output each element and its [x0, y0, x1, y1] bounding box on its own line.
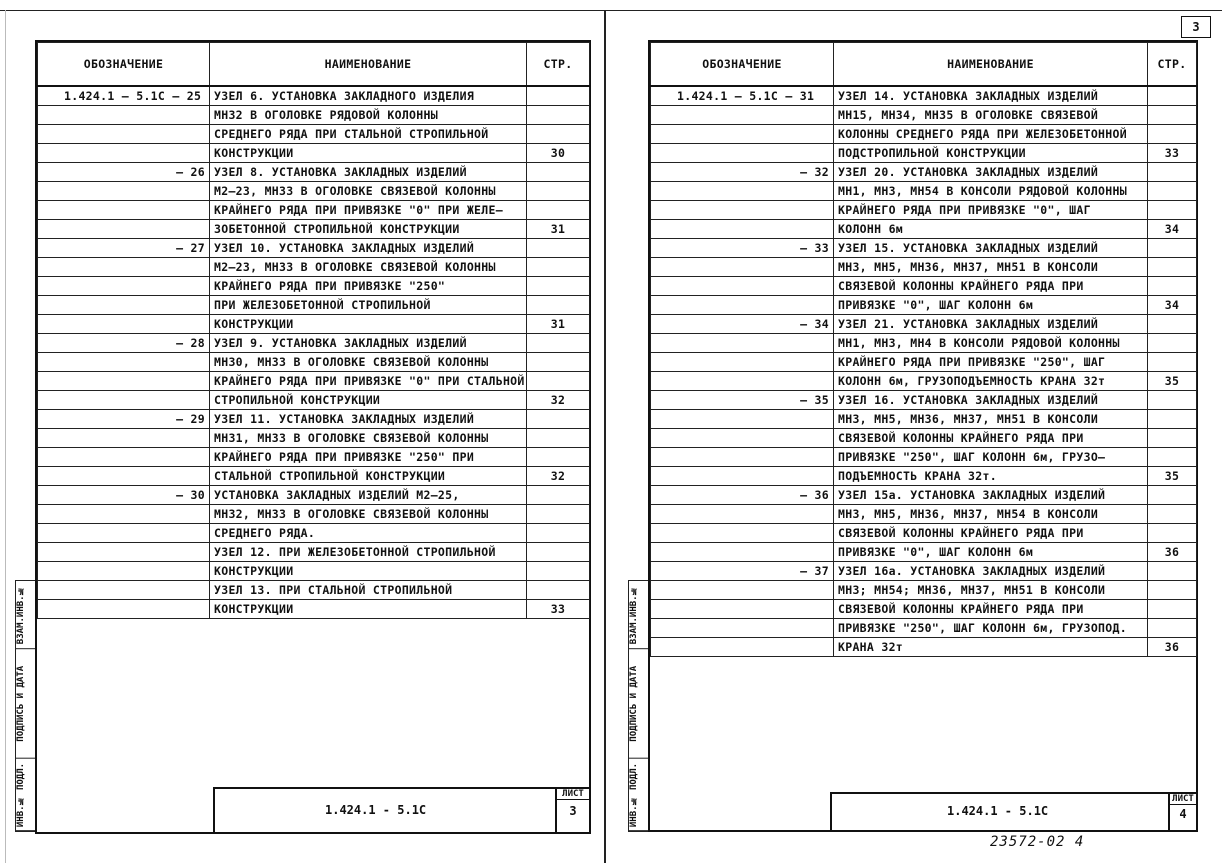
- stamp-cell: ПОДПИСЬ И ДАТА: [16, 649, 35, 759]
- designation-cell: [38, 277, 210, 296]
- page-cell: [527, 581, 590, 600]
- stamp-cell: ВЗАМ.ИНВ.№: [16, 581, 35, 649]
- page-cell: [1148, 505, 1197, 524]
- table-row: [651, 315, 1197, 334]
- name-cell: КОЛОНН 6м, ГРУЗОПОДЪЕМНОСТЬ КРАНА 32т: [834, 372, 1148, 391]
- designation-cell: [651, 201, 834, 220]
- title-block-code: 1.424.1 - 5.1С: [947, 804, 1049, 818]
- stamp-cell: ПОДПИСЬ И ДАТА: [629, 649, 648, 759]
- designation-cell: [651, 429, 834, 448]
- page-cell: 31: [527, 315, 590, 334]
- designation-cell: [38, 106, 210, 125]
- left-margin-line: [5, 10, 6, 863]
- designation-cell: – 34: [651, 315, 834, 334]
- page-cell: [527, 372, 590, 391]
- table-row: [38, 163, 590, 182]
- page-cell: 32: [527, 467, 590, 486]
- table-row: [651, 505, 1197, 524]
- page-cell: 36: [1148, 638, 1197, 657]
- table-row: [38, 353, 590, 372]
- designation-cell: [651, 182, 834, 201]
- name-cell: МН15, МН34, МН35 В ОГОЛОВКЕ СВЯЗЕВОЙ: [834, 106, 1148, 125]
- designation-cell: [38, 258, 210, 277]
- page-cell: [1148, 600, 1197, 619]
- name-cell: СРЕДНЕГО РЯДА ПРИ СТАЛЬНОЙ СТРОПИЛЬНОЙ: [210, 125, 527, 144]
- page-cell: [1148, 182, 1197, 201]
- sheet-number: 4: [1179, 807, 1187, 821]
- designation-cell: [651, 619, 834, 638]
- table-row: [651, 163, 1197, 182]
- page-cell: [527, 239, 590, 258]
- designation-cell: [38, 524, 210, 543]
- designation-cell: [651, 638, 834, 657]
- designation-cell: – 32: [651, 163, 834, 182]
- page-cell: [527, 486, 590, 505]
- designation-cell: [38, 467, 210, 486]
- table-row: [38, 106, 590, 125]
- designation-cell: [38, 448, 210, 467]
- table-row: [38, 125, 590, 144]
- name-cell: КРАЙНЕГО РЯДА ПРИ ПРИВЯЗКЕ "0" ПРИ ЖЕЛЕ–: [210, 201, 527, 220]
- name-cell: УСТАНОВКА ЗАКЛАДНЫХ ИЗДЕЛИЙ М2–25,: [210, 486, 527, 505]
- name-cell: КОНСТРУКЦИИ: [210, 315, 527, 334]
- table-row: [38, 505, 590, 524]
- page-cell: [527, 296, 590, 315]
- sheet-label: ЛИСТ: [557, 789, 589, 800]
- name-cell: УЗЕЛ 8. УСТАНОВКА ЗАКЛАДНЫХ ИЗДЕЛИЙ: [210, 163, 527, 182]
- table-row: [38, 277, 590, 296]
- name-cell: УЗЕЛ 14. УСТАНОВКА ЗАКЛАДНЫХ ИЗДЕЛИЙ: [834, 86, 1148, 106]
- designation-cell: 1.424.1 – 5.1С – 25: [38, 86, 210, 106]
- page-cell: [527, 410, 590, 429]
- designation-cell: [38, 201, 210, 220]
- table-row: [651, 106, 1197, 125]
- footer-document-number: 23572-02 4: [990, 834, 1085, 850]
- designation-cell: [651, 410, 834, 429]
- table-row: [651, 182, 1197, 201]
- col-header-designation: ОБОЗНАЧЕНИЕ: [38, 43, 210, 87]
- name-cell: КРАЙНЕГО РЯДА ПРИ ПРИВЯЗКЕ "250": [210, 277, 527, 296]
- sheet-number: 3: [569, 804, 577, 818]
- name-cell: ПРИВЯЗКЕ "0", ШАГ КОЛОНН 6м: [834, 543, 1148, 562]
- page-cell: [1148, 391, 1197, 410]
- name-cell: УЗЕЛ 15. УСТАНОВКА ЗАКЛАДНЫХ ИЗДЕЛИЙ: [834, 239, 1148, 258]
- page-cell: [527, 562, 590, 581]
- designation-cell: [651, 334, 834, 353]
- table-row: [651, 391, 1197, 410]
- name-cell: МН1, МН3, МН54 В КОНСОЛИ РЯДОВОЙ КОЛОННЫ: [834, 182, 1148, 201]
- name-cell: МН32, МН33 В ОГОЛОВКЕ СВЯЗЕВОЙ КОЛОННЫ: [210, 505, 527, 524]
- name-cell: МН3, МН5, МН36, МН37, МН54 В КОНСОЛИ: [834, 505, 1148, 524]
- name-cell: СВЯЗЕВОЙ КОЛОННЫ КРАЙНЕГО РЯДА ПРИ: [834, 277, 1148, 296]
- col-header-name: НАИМЕНОВАНИЕ: [210, 43, 527, 87]
- table-row: [651, 296, 1197, 315]
- table-row: [38, 372, 590, 391]
- table-row: [38, 600, 590, 619]
- col-header-page: СТР.: [527, 43, 590, 87]
- page-divider: [604, 10, 606, 863]
- page-cell: 35: [1148, 467, 1197, 486]
- designation-cell: [651, 581, 834, 600]
- table-row: [651, 429, 1197, 448]
- name-cell: УЗЕЛ 10. УСТАНОВКА ЗАКЛАДНЫХ ИЗДЕЛИЙ: [210, 239, 527, 258]
- page-cell: [1148, 163, 1197, 182]
- page-cell: [527, 543, 590, 562]
- page-cell: [1148, 86, 1197, 106]
- name-cell: УЗЕЛ 16а. УСТАНОВКА ЗАКЛАДНЫХ ИЗДЕЛИЙ: [834, 562, 1148, 581]
- table-row: [38, 315, 590, 334]
- table-row: [651, 410, 1197, 429]
- designation-cell: [651, 277, 834, 296]
- name-cell: М2–23, МН33 В ОГОЛОВКЕ СВЯЗЕВОЙ КОЛОННЫ: [210, 258, 527, 277]
- right-spec-table: [650, 42, 1197, 657]
- right-sheet: [648, 40, 1198, 832]
- left-sheet: [35, 40, 591, 834]
- table-row: [651, 524, 1197, 543]
- col-header-page: СТР.: [1148, 43, 1197, 87]
- page-cell: [1148, 486, 1197, 505]
- table-row: [651, 201, 1197, 220]
- top-border-line: [0, 10, 1222, 11]
- page-cell: [1148, 353, 1197, 372]
- table-row: [651, 144, 1197, 163]
- name-cell: КОЛОННЫ СРЕДНЕГО РЯДА ПРИ ЖЕЛЕЗОБЕТОННОЙ: [834, 125, 1148, 144]
- page-cell: 35: [1148, 372, 1197, 391]
- table-row: [38, 391, 590, 410]
- table-row: [38, 467, 590, 486]
- designation-cell: [651, 296, 834, 315]
- designation-cell: – 33: [651, 239, 834, 258]
- name-cell: МН31, МН33 В ОГОЛОВКЕ СВЯЗЕВОЙ КОЛОННЫ: [210, 429, 527, 448]
- designation-cell: 1.424.1 – 5.1С – 31: [651, 86, 834, 106]
- table-row: [38, 524, 590, 543]
- designation-cell: [651, 220, 834, 239]
- designation-cell: [651, 144, 834, 163]
- table-row: [651, 125, 1197, 144]
- designation-cell: – 28: [38, 334, 210, 353]
- name-cell: КРАЙНЕГО РЯДА ПРИ ПРИВЯЗКЕ "0" ПРИ СТАЛЬНОЙ: [210, 372, 527, 391]
- name-cell: УЗЕЛ 13. ПРИ СТАЛЬНОЙ СТРОПИЛЬНОЙ: [210, 581, 527, 600]
- designation-cell: [651, 505, 834, 524]
- table-row: [38, 220, 590, 239]
- col-header-designation: ОБОЗНАЧЕНИЕ: [651, 43, 834, 87]
- table-row: [651, 258, 1197, 277]
- page-cell: [1148, 581, 1197, 600]
- table-row: [651, 277, 1197, 296]
- designation-cell: – 37: [651, 562, 834, 581]
- page-cell: [1148, 239, 1197, 258]
- designation-cell: [38, 372, 210, 391]
- name-cell: М2–23, МН33 В ОГОЛОВКЕ СВЯЗЕВОЙ КОЛОННЫ: [210, 182, 527, 201]
- page-cell: 32: [527, 391, 590, 410]
- name-cell: ПРИВЯЗКЕ "0", ШАГ КОЛОНН 6м: [834, 296, 1148, 315]
- designation-cell: [651, 600, 834, 619]
- designation-cell: [38, 562, 210, 581]
- page-cell: 34: [1148, 296, 1197, 315]
- designation-cell: [651, 524, 834, 543]
- designation-cell: [38, 125, 210, 144]
- table-row: [38, 182, 590, 201]
- page-cell: [1148, 429, 1197, 448]
- page-cell: [1148, 562, 1197, 581]
- name-cell: КРАЙНЕГО РЯДА ПРИ ПРИВЯЗКЕ "250" ПРИ: [210, 448, 527, 467]
- name-cell: КОНСТРУКЦИИ: [210, 144, 527, 163]
- table-row: [38, 144, 590, 163]
- page-cell: 33: [1148, 144, 1197, 163]
- page-cell: [527, 125, 590, 144]
- table-row: [651, 467, 1197, 486]
- table-row: [651, 600, 1197, 619]
- table-row: [38, 239, 590, 258]
- table-header-row: [38, 43, 590, 87]
- table-row: [651, 581, 1197, 600]
- table-row: [651, 372, 1197, 391]
- table-header-row: [651, 43, 1197, 87]
- name-cell: МН3, МН5, МН36, МН37, МН51 В КОНСОЛИ: [834, 258, 1148, 277]
- designation-cell: [38, 220, 210, 239]
- table-row: [38, 581, 590, 600]
- page-cell: [527, 86, 590, 106]
- page-cell: [1148, 125, 1197, 144]
- name-cell: УЗЕЛ 9. УСТАНОВКА ЗАКЛАДНЫХ ИЗДЕЛИЙ: [210, 334, 527, 353]
- designation-cell: – 26: [38, 163, 210, 182]
- designation-cell: [651, 258, 834, 277]
- page-cell: [527, 258, 590, 277]
- designation-cell: [38, 353, 210, 372]
- table-row: [651, 619, 1197, 638]
- page-cell: [1148, 258, 1197, 277]
- designation-cell: [651, 448, 834, 467]
- designation-cell: [38, 144, 210, 163]
- table-row: [651, 334, 1197, 353]
- top-page-number: 3: [1181, 16, 1211, 38]
- page-cell: [527, 182, 590, 201]
- name-cell: ПОДЪЕМНОСТЬ КРАНА 32т.: [834, 467, 1148, 486]
- page-cell: [527, 334, 590, 353]
- table-row: [38, 296, 590, 315]
- name-cell: СТРОПИЛЬНОЙ КОНСТРУКЦИИ: [210, 391, 527, 410]
- name-cell: ПРИВЯЗКЕ "250", ШАГ КОЛОНН 6м, ГРУЗОПОД.: [834, 619, 1148, 638]
- page-cell: [527, 353, 590, 372]
- designation-cell: [38, 391, 210, 410]
- name-cell: КРАЙНЕГО РЯДА ПРИ ПРИВЯЗКЕ "0", ШАГ: [834, 201, 1148, 220]
- name-cell: МН30, МН33 В ОГОЛОВКЕ СВЯЗЕВОЙ КОЛОННЫ: [210, 353, 527, 372]
- table-row: [38, 86, 590, 106]
- sheet-label: ЛИСТ: [1170, 794, 1196, 805]
- page-cell: [527, 448, 590, 467]
- sheet-number-box: [555, 789, 589, 832]
- left-side-stamp: [15, 580, 35, 832]
- name-cell: КОЛОНН 6м: [834, 220, 1148, 239]
- name-cell: ПРИВЯЗКЕ "250", ШАГ КОЛОНН 6м, ГРУЗО–: [834, 448, 1148, 467]
- designation-cell: – 35: [651, 391, 834, 410]
- name-cell: МН3, МН5, МН36, МН37, МН51 В КОНСОЛИ: [834, 410, 1148, 429]
- page-cell: 36: [1148, 543, 1197, 562]
- table-row: [38, 448, 590, 467]
- name-cell: УЗЕЛ 12. ПРИ ЖЕЛЕЗОБЕТОННОЙ СТРОПИЛЬНОЙ: [210, 543, 527, 562]
- designation-cell: [38, 505, 210, 524]
- page-cell: [1148, 315, 1197, 334]
- page-cell: [527, 429, 590, 448]
- name-cell: КРАНА 32т: [834, 638, 1148, 657]
- page-cell: 34: [1148, 220, 1197, 239]
- designation-cell: [38, 543, 210, 562]
- page-cell: [1148, 201, 1197, 220]
- right-title-block: [830, 792, 1196, 830]
- designation-cell: [651, 543, 834, 562]
- table-row: [38, 410, 590, 429]
- name-cell: УЗЕЛ 6. УСТАНОВКА ЗАКЛАДНОГО ИЗДЕЛИЯ: [210, 86, 527, 106]
- table-row: [38, 258, 590, 277]
- page-cell: 31: [527, 220, 590, 239]
- table-row: [38, 486, 590, 505]
- page-cell: 30: [527, 144, 590, 163]
- table-row: [38, 562, 590, 581]
- designation-cell: [38, 296, 210, 315]
- name-cell: УЗЕЛ 21. УСТАНОВКА ЗАКЛАДНЫХ ИЗДЕЛИЙ: [834, 315, 1148, 334]
- designation-cell: [651, 125, 834, 144]
- page-cell: [527, 277, 590, 296]
- table-row: [651, 353, 1197, 372]
- stamp-cell: ВЗАМ.ИНВ.№: [629, 581, 648, 649]
- name-cell: СРЕДНЕГО РЯДА.: [210, 524, 527, 543]
- title-block-code: 1.424.1 - 5.1С: [325, 803, 427, 817]
- table-row: [651, 86, 1197, 106]
- right-side-stamp: [628, 580, 648, 832]
- name-cell: УЗЕЛ 15а. УСТАНОВКА ЗАКЛАДНЫХ ИЗДЕЛИЙ: [834, 486, 1148, 505]
- name-cell: КОНСТРУКЦИИ: [210, 562, 527, 581]
- name-cell: ПОДСТРОПИЛЬНОЙ КОНСТРУКЦИИ: [834, 144, 1148, 163]
- designation-cell: [38, 581, 210, 600]
- name-cell: СВЯЗЕВОЙ КОЛОННЫ КРАЙНЕГО РЯДА ПРИ: [834, 429, 1148, 448]
- table-row: [651, 239, 1197, 258]
- table-row: [38, 201, 590, 220]
- page-cell: 33: [527, 600, 590, 619]
- designation-cell: – 30: [38, 486, 210, 505]
- name-cell: ЗОБЕТОННОЙ СТРОПИЛЬНОЙ КОНСТРУКЦИИ: [210, 220, 527, 239]
- designation-cell: [651, 106, 834, 125]
- page-cell: [1148, 619, 1197, 638]
- page-cell: [1148, 334, 1197, 353]
- page-cell: [527, 201, 590, 220]
- name-cell: КОНСТРУКЦИИ: [210, 600, 527, 619]
- designation-cell: [38, 600, 210, 619]
- name-cell: МН32 В ОГОЛОВКЕ РЯДОВОЙ КОЛОННЫ: [210, 106, 527, 125]
- page-cell: [527, 524, 590, 543]
- designation-cell: – 36: [651, 486, 834, 505]
- table-row: [651, 486, 1197, 505]
- table-row: [38, 543, 590, 562]
- name-cell: СВЯЗЕВОЙ КОЛОННЫ КРАЙНЕГО РЯДА ПРИ: [834, 524, 1148, 543]
- left-title-block: [213, 787, 589, 832]
- page-cell: [1148, 524, 1197, 543]
- name-cell: МН1, МН3, МН4 В КОНСОЛИ РЯДОВОЙ КОЛОННЫ: [834, 334, 1148, 353]
- page-cell: [1148, 106, 1197, 125]
- sheet-number-box: [1168, 794, 1196, 830]
- table-row: [651, 562, 1197, 581]
- page-cell: [527, 505, 590, 524]
- designation-cell: [651, 372, 834, 391]
- name-cell: СВЯЗЕВОЙ КОЛОННЫ КРАЙНЕГО РЯДА ПРИ: [834, 600, 1148, 619]
- table-row: [651, 543, 1197, 562]
- name-cell: ПРИ ЖЕЛЕЗОБЕТОННОЙ СТРОПИЛЬНОЙ: [210, 296, 527, 315]
- name-cell: УЗЕЛ 20. УСТАНОВКА ЗАКЛАДНЫХ ИЗДЕЛИЙ: [834, 163, 1148, 182]
- page-cell: [527, 163, 590, 182]
- designation-cell: [651, 467, 834, 486]
- name-cell: УЗЕЛ 11. УСТАНОВКА ЗАКЛАДНЫХ ИЗДЕЛИЙ: [210, 410, 527, 429]
- table-row: [651, 448, 1197, 467]
- name-cell: КРАЙНЕГО РЯДА ПРИ ПРИВЯЗКЕ "250", ШАГ: [834, 353, 1148, 372]
- table-row: [651, 220, 1197, 239]
- stamp-cell: ИНВ.№ ПОДЛ.: [629, 759, 648, 831]
- designation-cell: [651, 353, 834, 372]
- designation-cell: [38, 429, 210, 448]
- designation-cell: [38, 182, 210, 201]
- designation-cell: [38, 315, 210, 334]
- col-header-name: НАИМЕНОВАНИЕ: [834, 43, 1148, 87]
- name-cell: СТАЛЬНОЙ СТРОПИЛЬНОЙ КОНСТРУКЦИИ: [210, 467, 527, 486]
- left-spec-table: [37, 42, 590, 619]
- name-cell: УЗЕЛ 16. УСТАНОВКА ЗАКЛАДНЫХ ИЗДЕЛИЙ: [834, 391, 1148, 410]
- page-cell: [1148, 277, 1197, 296]
- page-cell: [1148, 448, 1197, 467]
- designation-cell: – 27: [38, 239, 210, 258]
- stamp-cell: ИНВ.№ ПОДЛ.: [16, 759, 35, 831]
- table-row: [651, 638, 1197, 657]
- table-row: [38, 334, 590, 353]
- page-cell: [527, 106, 590, 125]
- designation-cell: – 29: [38, 410, 210, 429]
- page-cell: [1148, 410, 1197, 429]
- name-cell: МН3; МН54; МН36, МН37, МН51 В КОНСОЛИ: [834, 581, 1148, 600]
- table-row: [38, 429, 590, 448]
